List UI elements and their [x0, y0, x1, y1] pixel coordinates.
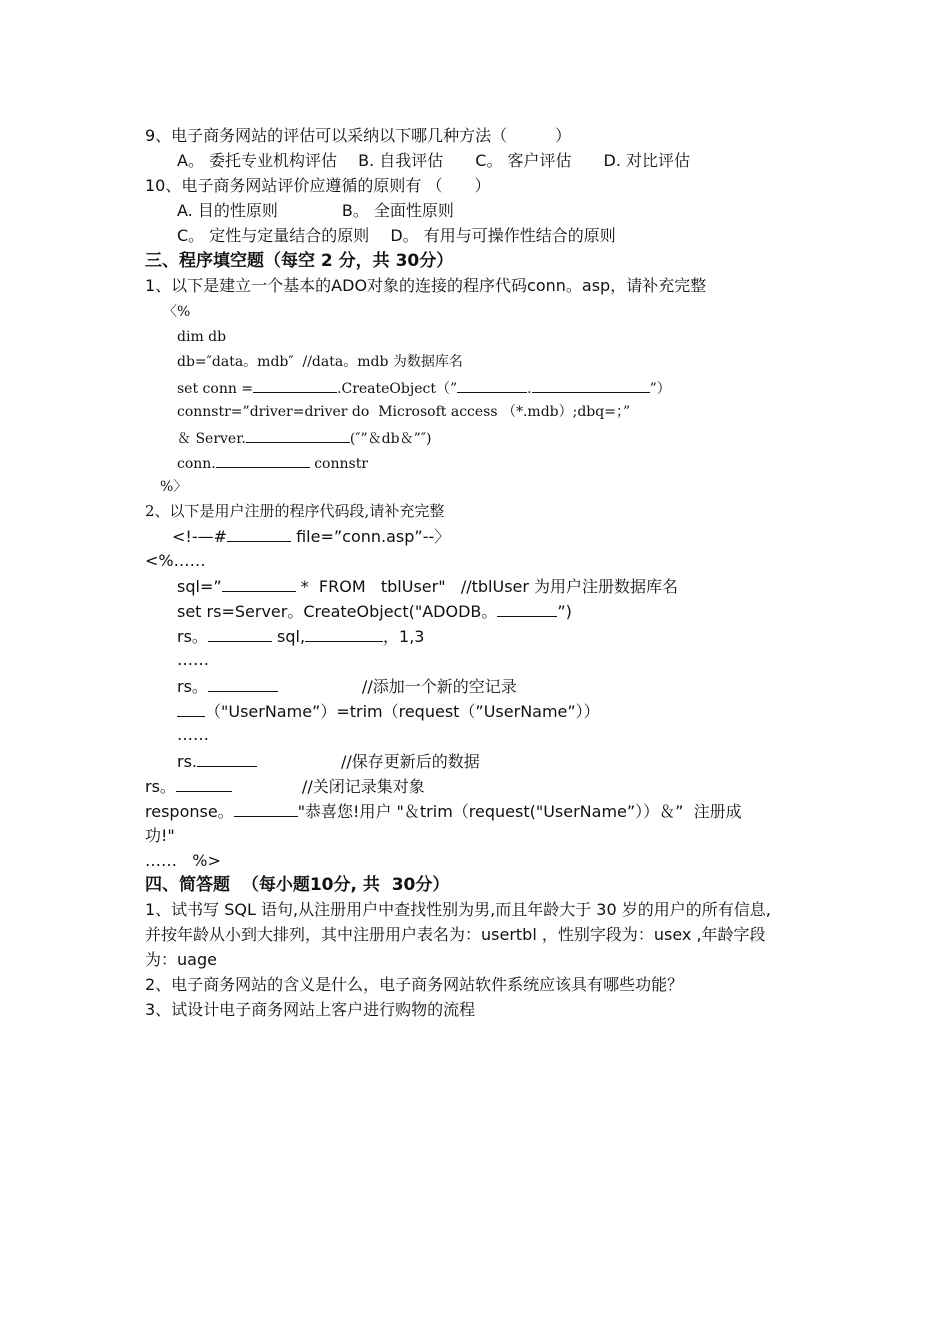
section4-q1-line-2: 并按年龄从小到大排列，其中注册用户表名为：usertbl ，性别字段为：usex ,年龄字段 — [145, 925, 766, 944]
q10-options-row-1: A. 目的性原则 B。 全面性原则 — [177, 201, 454, 220]
q2-response-continued: 功!" — [145, 826, 175, 845]
q2-close-line: rs。 //关闭记录集对象 — [145, 777, 425, 796]
section4-title: 四、简答题 （每小题10分, 共 30分） — [145, 875, 450, 895]
blank-12[interactable] — [177, 701, 205, 717]
blank-3[interactable] — [532, 377, 650, 393]
section4-q1-line-1: 1、试书写 SQL 语句,从注册用户中查找性别为男,而且年龄大于 30 岁的用户的所有信息, — [145, 900, 771, 919]
code-line-5: ＆ Server. (″”＆db＆”″) — [177, 427, 431, 449]
section3-title: 三、程序填空题（每空 2 分，共 30分） — [145, 251, 454, 271]
blank-14[interactable] — [176, 776, 232, 792]
q2-close-tag: …… %> — [145, 851, 221, 870]
section4-q3: 3、试设计电子商务网站上客户进行购物的流程 — [145, 1000, 476, 1019]
blank-8[interactable] — [497, 601, 557, 617]
section4-q2: 2、电子商务网站的含义是什么，电子商务网站软件系统应该具有哪些功能？ — [145, 975, 684, 994]
code-line-6: conn. connstr — [177, 452, 368, 474]
q2-username-line: （"UserName”）=trim（request（”UserName”）） — [177, 701, 600, 722]
blank-6[interactable] — [227, 526, 291, 542]
q2-open-tag: <%…… — [145, 551, 206, 570]
q9-stem: 9、电子商务网站的评估可以采纳以下哪几种方法（ ） — [145, 126, 572, 145]
blank-10[interactable] — [305, 626, 383, 642]
q2-createobject-line: set rs=Server。CreateObject("ADODB。 ”) — [177, 602, 572, 621]
q2-update-line: rs. //保存更新后的数据 — [177, 752, 480, 771]
code-line-3: set conn = .CreateObject（” . ”） — [177, 377, 671, 399]
code-close-tag: %〉 — [160, 479, 188, 495]
blank-11[interactable] — [208, 676, 278, 692]
blank-9[interactable] — [208, 626, 272, 642]
code-line-4: connstr=”driver=driver do Microsoft access （*.mdb）;dbq=；” — [177, 404, 631, 420]
blank-5[interactable] — [216, 452, 310, 468]
q2-addnew-line: rs。 //添加一个新的空记录 — [177, 677, 517, 696]
q10-stem: 10、电子商务网站评价应遵循的原则有 （ ） — [145, 176, 491, 195]
section4-q1-line-3: 为：uage — [145, 950, 217, 969]
q2-response-line: response。 "恭喜您!用户 "＆trim（request("UserName”））＆” 注册成 — [145, 802, 742, 821]
code-open-tag: 〈% — [163, 304, 191, 320]
code-line-2: db=″data。mdb″ //data。mdb 为数据库名 — [177, 354, 463, 370]
q2-sql-line: sql=” * FROM tblUser" //tblUser 为用户注册数据库名 — [177, 577, 679, 596]
q2-include-line: <!-—# file=”conn.asp”--〉 — [172, 527, 451, 546]
blank-1[interactable] — [253, 377, 337, 393]
section3-q1-stem: 1、以下是建立一个基本的ADO对象的连接的程序代码conn。asp，请补充完整 — [145, 276, 707, 295]
blank-4[interactable] — [246, 427, 350, 443]
q2-ellipsis-2: …… — [177, 725, 209, 744]
q2-ellipsis-1: …… — [177, 650, 209, 669]
code-line-1: dim db — [177, 329, 227, 345]
blank-7[interactable] — [222, 576, 296, 592]
q9-options: A。 委托专业机构评估 B. 自我评估 C。 客户评估 D. 对比评估 — [177, 151, 691, 170]
blank-15[interactable] — [234, 801, 298, 817]
q10-options-row-2: C。 定性与定量结合的原则 D。 有用与可操作性结合的原则 — [177, 226, 616, 245]
section3-q2-stem: 2、以下是用户注册的程序代码段,请补充完整 — [145, 502, 445, 520]
blank-13[interactable] — [197, 751, 257, 767]
blank-2[interactable] — [457, 377, 527, 393]
q2-rs-open-line: rs。 sql, ，1,3 — [177, 627, 425, 646]
